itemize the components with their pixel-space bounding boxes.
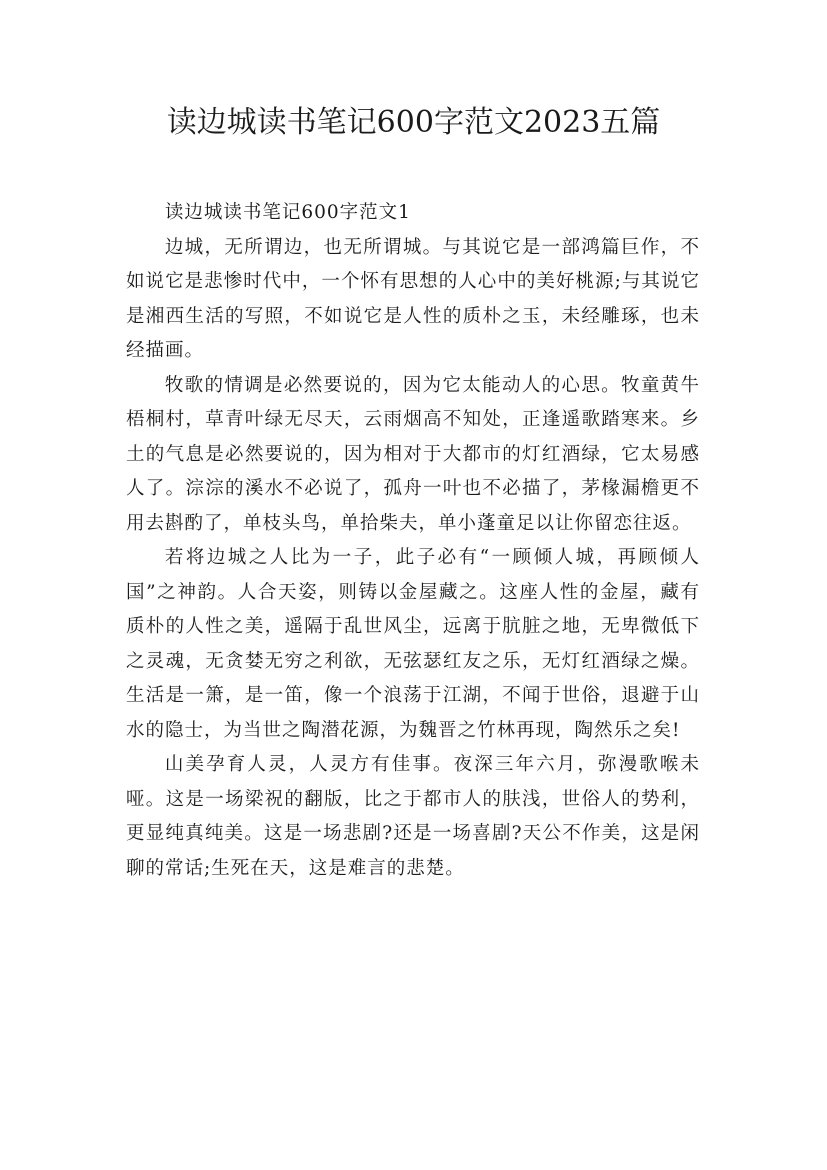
- paragraph: 牧歌的情调是必然要说的，因为它太能动人的心思。牧童黄牛梧桐村，草青叶绿无尽天，云雨烟高不知处，正逢遥歌踏寒来。乡土的气息是必然要说的，因为相对于大都市的灯红酒绿，它太易感人了。淙淙的溪水不必说了，孤舟一叶也不必描了，茅椽漏檐更不用去斟酌了，单枝头鸟，单拾柴夫，单小蓬童足以让你留恋往返。: [126, 374, 700, 534]
- document-body: [126, 196, 700, 886]
- paragraph: 若将边城之人比为一子，此子必有“一顾倾人城，再顾倾人国”之神韵。人合天姿，则铸以金屋藏之。这座人性的金屋，藏有质朴的人性之美，遥隔于乱世风尘，远离于肮脏之地，无卑微低下之灵魂，无贪婪无穷之利欲，无弦瑟红友之乐，无灯红酒绿之燥。生活是一箫，是一笛，像一个浪荡于江湖，不闻于世俗，退避于山水的隐士，为当世之陶潜花源，为魏晋之竹林再现，陶然乐之矣!: [126, 547, 700, 741]
- paragraph: 山美孕育人灵，人灵方有佳事。夜深三年六月，弥漫歌喉未哑。这是一场梁祝的翻版，比之于都市人的肤浅，世俗人的势利，更显纯真纯美。这是一场悲剧?还是一场喜剧?天公不作美，这是闲聊的常话;生死在天，这是难言的悲楚。: [126, 754, 700, 879]
- section-heading: 读边城读书笔记600字范文1: [164, 202, 411, 223]
- paragraph: 边城，无所谓边，也无所谓城。与其说它是一部鸿篇巨作，不如说它是悲惨时代中，一个怀有思想的人心中的美好桃源;与其说它是湘西生活的写照，不如说它是人性的质朴之玉，未经雕琢，也未经描画。: [126, 236, 700, 361]
- document-title: 读边城读书笔记600字范文2023五篇: [166, 105, 661, 140]
